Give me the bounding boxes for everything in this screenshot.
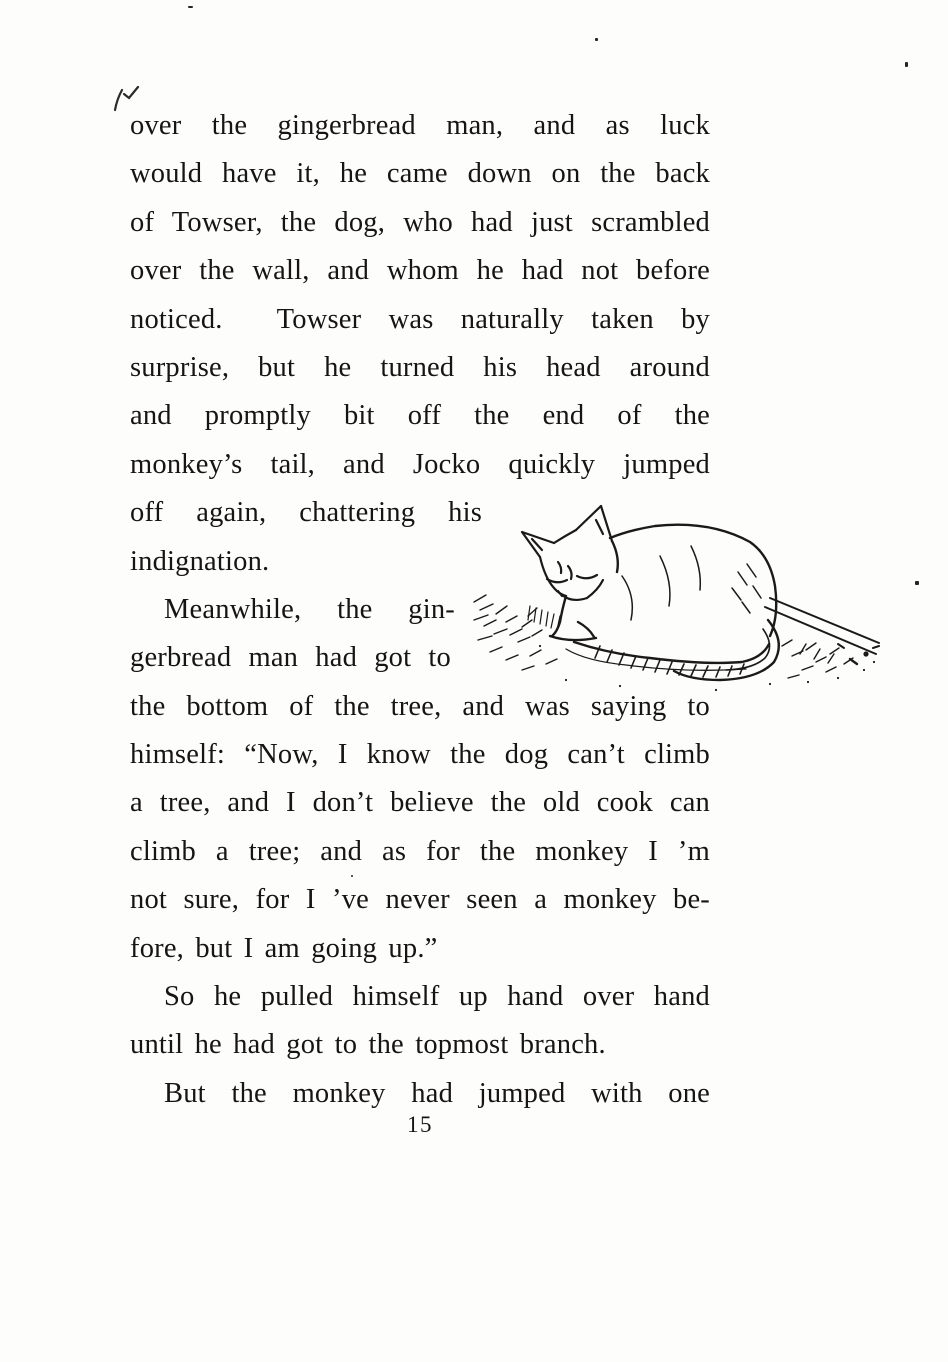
text-line-9: off again, chattering his bbox=[130, 497, 482, 529]
ink-speck bbox=[595, 38, 598, 41]
text-line-5: noticed. Towser was naturally taken by bbox=[130, 303, 710, 335]
grass-strokes bbox=[474, 595, 560, 670]
grass-right bbox=[782, 640, 857, 678]
text-line-11: Meanwhile, the gin- bbox=[164, 593, 455, 625]
text-line-8: monkey’s tail, and Jocko quickly jumped bbox=[130, 448, 710, 480]
ink-speck bbox=[915, 581, 919, 585]
text-line-17: not sure, for I ’ve never seen a monkey be- bbox=[130, 884, 710, 916]
text-line-18: fore, but I am going up.” bbox=[130, 932, 438, 964]
text-line-6: surprise, but he turned his head around bbox=[130, 351, 710, 383]
ink-speck bbox=[905, 62, 908, 67]
sleeping-cat-illustration bbox=[470, 494, 880, 699]
ink-speck bbox=[188, 6, 193, 8]
ink-speck bbox=[351, 875, 353, 877]
text-line-20: until he had got to the topmost branch. bbox=[130, 1029, 606, 1061]
text-line-1: over the gingerbread man, and as luck bbox=[130, 110, 710, 141]
text-line-10: indignation. bbox=[130, 545, 270, 577]
text-line-14: himself: “Now, I know the dog can’t climb bbox=[130, 739, 710, 771]
page-number: 15 bbox=[407, 1112, 433, 1137]
text-line-13: the bottom of the tree, and was saying to bbox=[130, 690, 710, 722]
text-line-15: a tree, and I don’t believe the old cook can bbox=[130, 787, 710, 819]
text-line-3: of Towser, the dog, who had just scrambled bbox=[130, 206, 710, 238]
text-line-21: But the monkey had jumped with one bbox=[164, 1077, 710, 1109]
shadow-hatching bbox=[566, 646, 746, 677]
text-line-16: climb a tree; and as for the monkey I ’m bbox=[130, 835, 710, 867]
text-line-19: So he pulled himself up hand over hand bbox=[164, 981, 710, 1013]
text-line-12: gerbread man had got to bbox=[130, 642, 451, 674]
cat-fur-strokes bbox=[622, 546, 761, 620]
text-line-7: and promptly bit off the end of the bbox=[130, 400, 710, 432]
text-line-4: over the wall, and whom he had not before bbox=[130, 255, 710, 287]
text-line-2: would have it, he came down on the back bbox=[130, 158, 710, 190]
cat-head bbox=[522, 506, 612, 600]
